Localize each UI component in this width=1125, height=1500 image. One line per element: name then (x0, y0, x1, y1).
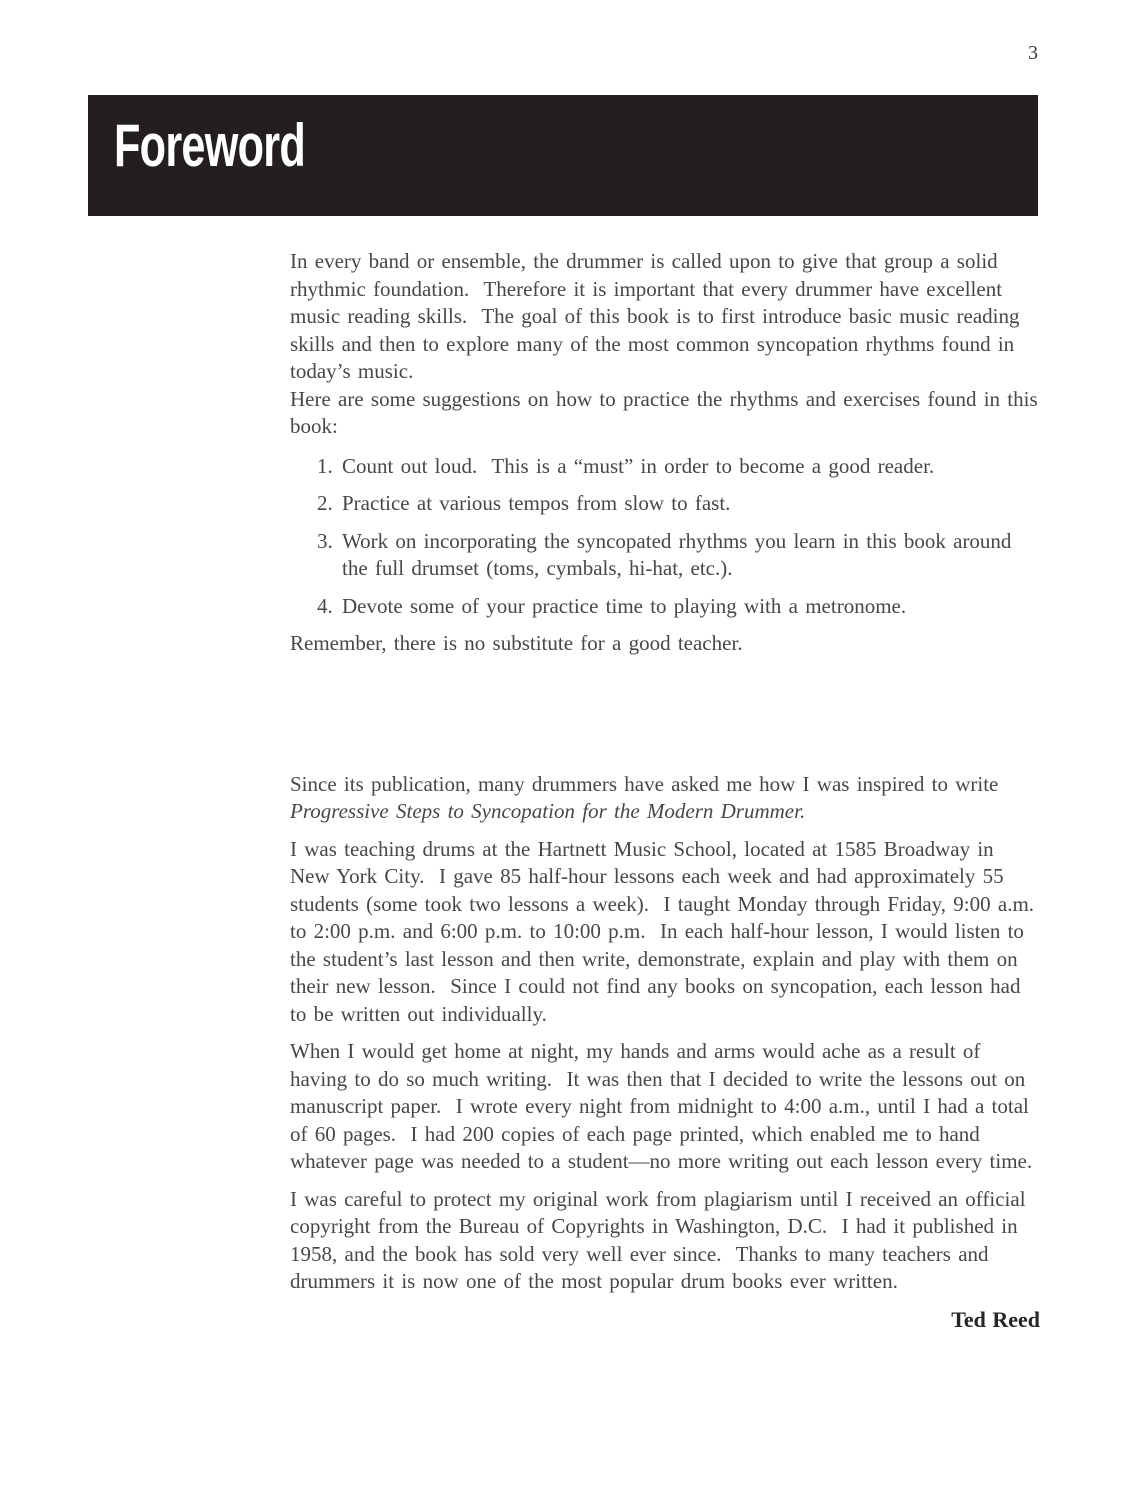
paragraph-writing: When I would get home at night, my hands and arms would ache as a result of having to do so much writing. It was then that I decided to write the lessons out on manuscript paper. I wrote every night from midnight to 4:00 a.m., until I had a total of 60 pages. I had 200 copies of each page printed, which enabled me to hand whatever page was needed to a student—no more writing out each lesson every time. (290, 1039, 1037, 1173)
page-number: 3 (1028, 42, 1038, 64)
paragraph-intro: In every band or ensemble, the drummer is called upon to give that group a solid rhythmic foundation. Therefore it is important that every drummer have excellent music reading skills. The goal of this book is to first introduce basic music reading skills and then to explore many of the most common syncopation rhythms found in today’s music. (290, 249, 1027, 383)
suggestions-list (290, 453, 1040, 621)
book-title: Progressive Steps to Syncopation for the Modern Drummer. (290, 799, 806, 823)
list-item: 4. Devote some of your practice time to playing with a metronome. (340, 593, 1040, 621)
paragraph-teaching: I was teaching drums at the Hartnett Music School, located at 1585 Broadway in New York City. I gave 85 half-hour lessons each week and had approximately 55 students (some took two lessons a week). I taught Monday through Friday, 9:00 a.m. to 2:00 p.m. and 6:00 p.m. to 10:00 p.m. In each half-hour lesson, I would listen to the student’s last lesson and then write, demonstrate, explain and play with them on their new lesson. Since I could not find any books on syncopation, each lesson had to be written out individually. (290, 836, 1042, 1026)
list-item: 1. Count out loud. This is a “must” in order to become a good reader. (340, 453, 1040, 481)
foreword-section (290, 248, 1045, 658)
paragraph-inspired-lead: Since its publication, many drummers have asked me how I was inspired to write (290, 771, 999, 796)
author-signature: Ted Reed (951, 1306, 1040, 1332)
paragraph-suggestions-lead: Here are some suggestions on how to practice the rhythms and exercises found in this book: (290, 386, 1045, 438)
chapter-title: Foreword (114, 112, 306, 179)
history-section (290, 771, 1040, 1334)
paragraph-closing: Remember, there is no substitute for a good teacher. (290, 631, 743, 655)
page-body (290, 248, 1045, 1333)
list-item: 3. Work on incorporating the syncopated rhythms you learn in this book around the full drumset (toms, cymbals, hi-hat, etc.). (340, 528, 1040, 583)
paragraph-copyright: I was careful to protect my original work from plagiarism until I received an official copyright from the Bureau of Copyrights in Washington, D.C. I had it published in 1958, and the book has sold very well ever since. Thanks to many teachers and drummers it is now one of the most popular drum books ever written. (290, 1186, 1033, 1293)
list-item: 2. Practice at various tempos from slow to fast. (340, 490, 1040, 518)
paragraph-inspired (290, 771, 1040, 826)
chapter-title-banner (88, 95, 1038, 216)
